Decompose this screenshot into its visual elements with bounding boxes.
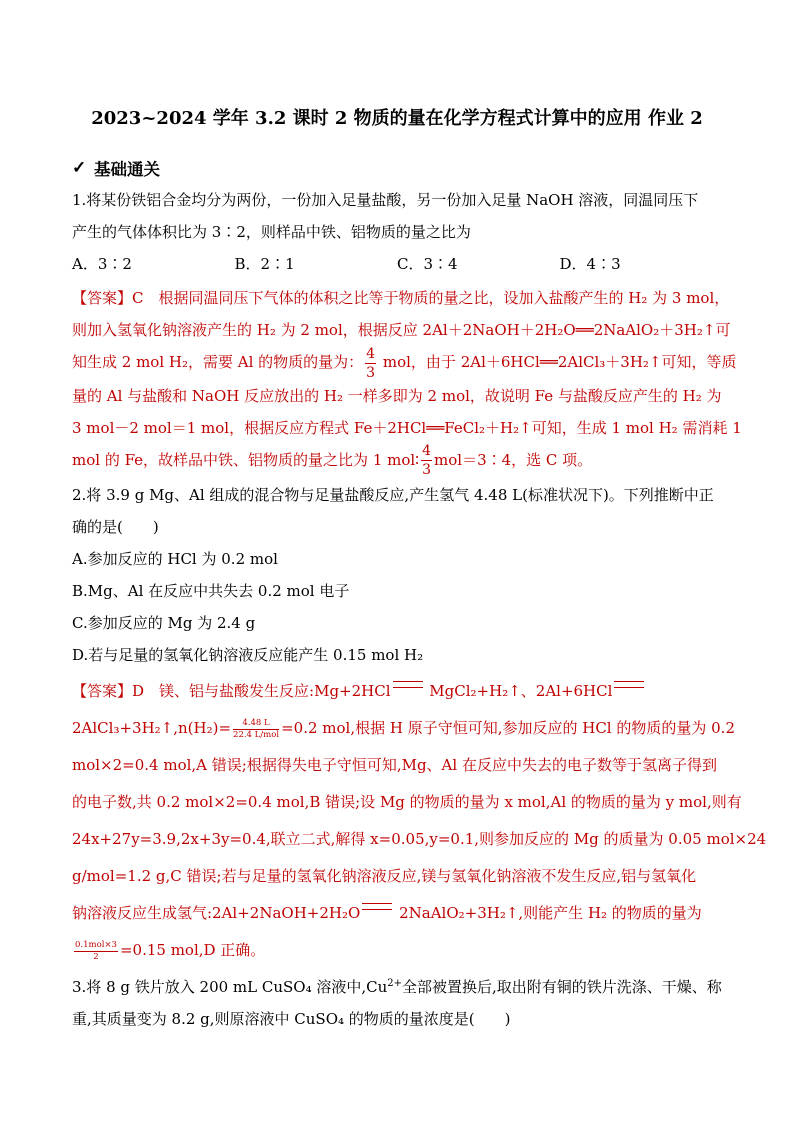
q2-answer-line: mol×2=0.4 mol,A 错误;根据得失电子守恒可知,Mg、Al 在反应中失去的电子数等于氢离子得到 [72, 756, 717, 774]
q1-option-c: C．3∶4 [397, 255, 458, 273]
q1-answer-text: mol 的 Fe，故样品中铁、铝物质的量之比为 1 mol∶ [72, 450, 420, 469]
q2-answer-line: 的电子数,共 0.2 mol×2=0.4 mol,B 错误;设 Mg 的物质的量为 x mol,Al 的物质的量为 y mol,则有 [72, 793, 742, 811]
q2-answer-text: 2AlCl₃+3H₂↑,n(H₂)= [72, 719, 232, 737]
q2-answer [72, 673, 767, 969]
fraction [365, 347, 376, 380]
fraction-denominator: 3 [366, 364, 376, 381]
q2-option-c: C.参加反应的 Mg 为 2.4 g [72, 614, 256, 632]
question-2 [72, 479, 722, 671]
q2-answer-text: =0.15 mol,D 正确。 [119, 941, 266, 959]
fraction [74, 941, 118, 961]
fraction-numerator: 4 [422, 443, 432, 459]
equals-sign [614, 681, 644, 688]
q2-answer-line [72, 895, 722, 932]
q1-line: 1.将某份铁铝合金均分为两份，一份加入足量盐酸，另一份加入足量 NaOH 溶液，同温同压下 [72, 191, 699, 209]
q1-option-b: B．2∶1 [234, 255, 295, 273]
fraction-numerator: 4 [366, 345, 376, 362]
q3-line: 重,其质量变为 8.2 g,则原溶液中 CuSO₄ 的物质的量浓度是( ) [72, 1010, 511, 1028]
q1-line: 产生的气体体积比为 3∶2，则样品中铁、铝物质的量之比为 [72, 223, 471, 241]
q3-line [72, 971, 722, 1003]
q3-text: 3.将 8 g 铁片放入 200 mL CuSO₄ 溶液中,Cu [72, 978, 388, 996]
fraction-numerator: 0.1mol×3 [75, 940, 117, 950]
q1-answer-text: mol＝3∶4，选 C 项。 [434, 450, 593, 469]
fraction-numerator: 4.48 L [233, 719, 279, 730]
q2-answer-line [72, 710, 735, 747]
q1-answer-text: 知生成 2 mol H₂，需要 Al 的物质的量为： [72, 353, 364, 371]
fraction-denominator: 3 [422, 462, 432, 478]
q3-superscript: 2+ [387, 978, 403, 989]
q1-answer-line: 量的 Al 与盐酸和 NaOH 反应放出的 H₂ 一样多即为 2 mol，故说明 Fe 与盐酸反应产生的 H₂ 为 [72, 386, 722, 405]
q1-option-a: A．3∶2 [72, 255, 132, 273]
fraction-denominator: 22.4 L/mol [233, 729, 280, 740]
equals-sign [362, 903, 392, 910]
document-page [72, 96, 767, 1035]
page-title: 2023~2024 学年 3.2 课时 2 物质的量在化学方程式计算中的应用 作业 2 [91, 108, 703, 129]
q1-answer-line [72, 444, 722, 478]
check-icon: ✓ [72, 158, 87, 178]
q2-answer-line [72, 932, 722, 969]
q1-options [72, 248, 722, 280]
section-heading [72, 156, 722, 180]
q2-answer-line: g/mol=1.2 g,C 错误;若与足量的氢氧化钠溶液反应,镁与氢氧化钠溶液不发生反应,铝与氢氧化 [72, 867, 697, 885]
fraction [233, 719, 279, 739]
equals-sign [393, 681, 423, 688]
q1-answer-line: 则加入氢氧化钠溶液产生的 H₂ 为 2 mol，根据反应 2Al＋2NaOH＋2H₂O══2NaAlO₂＋3H₂↑可 [72, 321, 731, 339]
q2-option-b: B.Mg、Al 在反应中共失去 0.2 mol 电子 [72, 582, 350, 600]
q1-answer-line: 【答案】C 根据同温同压下气体的体积之比等于物质的量之比，设加入盐酸产生的 H₂ 为 3 mol， [72, 289, 730, 307]
q2-answer-line [72, 673, 722, 710]
q3-text: 全部被置换后,取出附有铜的铁片洗涤、干燥、称 [402, 978, 722, 996]
q2-option-d: D.若与足量的氢氧化钠溶液反应能产生 0.15 mol H₂ [72, 646, 424, 664]
q1-option-d: D．4∶3 [559, 255, 621, 273]
q2-line: 确的是( ) [72, 518, 159, 536]
q2-answer-text: =0.2 mol,根据 H 原子守恒可知,参加反应的 HCl 的物质的量为 0.2 [281, 719, 735, 737]
q1-answer-line: 3 mol－2 mol＝1 mol，根据反应方程式 Fe＋2HCl══FeCl₂＋H₂↑可知，生成 1 mol H₂ 需消耗 1 [72, 418, 742, 437]
fraction-denominator: 2 [93, 951, 99, 962]
fraction [421, 444, 432, 477]
q1-answer-text: mol，由于 2Al＋6HCl══2AlCl₃＋3H₂↑可知，等质 [382, 353, 737, 371]
q2-answer-text: MgCl₂+H₂↑、2Al+6HCl [429, 682, 613, 700]
section-title: 基础通关 [94, 160, 160, 179]
q2-answer-line: 24x+27y=3.9,2x+3y=0.4,联立二式,解得 x=0.05,y=0.1,则参加反应的 Mg 的质量为 0.05 mol×24 [72, 830, 767, 848]
q2-answer-text: 钠溶液反应生成氢气:2Al+2NaOH+2H₂O [72, 904, 361, 922]
question-1 [72, 184, 722, 248]
q2-answer-text: 【答案】D 镁、铝与盐酸发生反应:Mg+2HCl [72, 682, 391, 700]
question-3 [72, 971, 722, 1035]
q2-line: 2.将 3.9 g Mg、Al 组成的混合物与足量盐酸反应,产生氢气 4.48 L(标准状况下)。下列推断中正 [72, 486, 714, 504]
q1-answer-line [72, 345, 737, 381]
q2-answer-text: 2NaAlO₂+3H₂↑,则能产生 H₂ 的物质的量为 [399, 904, 702, 922]
q1-answer [72, 282, 742, 478]
q2-option-a: A.参加反应的 HCl 为 0.2 mol [72, 550, 278, 568]
